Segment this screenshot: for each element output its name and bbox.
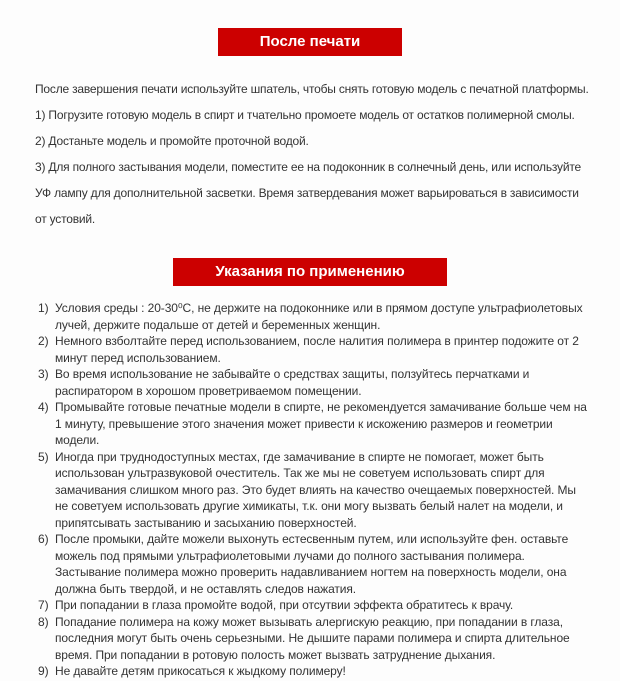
item-number: 2)	[38, 334, 49, 348]
item-text: Не давайте детям прикосаться к жыдкому полимеру!	[55, 664, 346, 678]
usage-instructions-list	[38, 300, 590, 680]
usage-item	[38, 663, 590, 680]
item-text: После промыки, дайте можели выхонуть естесвенным путем, или используйте фен. оставьте можель под прямыми ультрафиолетовыми лучами до полного застывания полимера. Застывание полимера можно проверить надавливанием ногтем на поверхность модели, она должна быть твердой, и не оставлять следов нажатия.	[55, 532, 569, 596]
usage-badge: Указания по применению	[173, 258, 446, 286]
item-text: Достаньте модель и промойте проточной водой.	[48, 134, 309, 148]
item-text: Условия среды : 20-30⁰С, не держите на подоконнике или в прямом доступе ультрафиолетовых лучей, держите подальше от детей и беременных женщин.	[55, 301, 583, 332]
item-number: 8)	[38, 614, 49, 629]
item-text: При попадании в глаза промойте водой, при отсутвии эффекта обратитесь к врачу.	[55, 598, 514, 612]
item-number: 3)	[35, 160, 46, 174]
item-number: 1)	[38, 301, 49, 315]
usage-item	[38, 597, 590, 614]
after-print-intro: После завершения печати используйте шпатель, чтобы снять готовую модель с печатной платформы.	[35, 82, 589, 96]
item-text: Для полного застывания модели, поместите ее на подоконник в солнечный день, или используйте УФ лампу для дополнительной засветки. Время затвердевания может варьироваться в зависимости от устовий.	[35, 160, 581, 226]
item-number: 2)	[35, 134, 46, 148]
usage-item	[38, 531, 590, 597]
item-number: 5)	[38, 449, 49, 464]
usage-badge-row	[0, 258, 620, 286]
after-print-item	[35, 154, 585, 232]
usage-item	[38, 399, 590, 449]
usage-item	[38, 333, 590, 366]
item-text: Погрузите готовую модель в спирт и тчательно промоете модель от остатков полимерной смолы.	[48, 108, 575, 122]
item-text: Немного взболтайте перед использованием, после налития полимера в принтер подожите от 2 минут перед использованием.	[55, 334, 579, 365]
item-number: 9)	[38, 664, 49, 678]
item-number: 7)	[38, 598, 49, 612]
item-text: Иногда при труднодоступных местах, где замачивание в спирте не помогает, может быть использован ультразвуковой очеститель. Так же мы не советуем использовать спирт для замачивания слишком много раз. Это будет влиять на качество очещаемых поверхностей. Мы не советуем использовать другие химикаты, т.к. они могу вызвать белый налет на модели, и припятсывать застыванию и засыханию поверхностей.	[55, 449, 576, 530]
usage-item	[38, 366, 590, 399]
after-print-badge-row	[0, 28, 620, 56]
usage-item	[38, 300, 590, 333]
usage-item	[38, 449, 590, 532]
item-text: Промывайте готовые печатные модели в спирте, не рекомендуется замачивание больше чем на 1 минуту, превышение этого значения может привести к искожению размеров и геометрии модели.	[55, 400, 587, 447]
item-text: Во время использование не забывайте о средствах защиты, ползуйтесь перчатками и распиратором в хорошом проветриваемом помещении.	[55, 367, 530, 398]
item-number: 6)	[38, 532, 49, 546]
after-print-item	[35, 128, 585, 154]
after-print-item	[35, 102, 585, 128]
item-number: 1)	[35, 108, 46, 122]
item-number: 4)	[38, 400, 49, 414]
usage-item	[38, 614, 590, 664]
after-print-section	[35, 76, 589, 232]
item-number: 3)	[38, 367, 49, 381]
after-print-badge: После печати	[218, 28, 403, 56]
item-text: Попадание полимера на кожу может вызывать алергискую реакцию, при попадании в глаза, последния могут быть очень серьезными. Не дышите парами полимера и спирта длительное время. При попадании в ротовую полость может вызвать затруднение дыхания.	[55, 614, 570, 662]
